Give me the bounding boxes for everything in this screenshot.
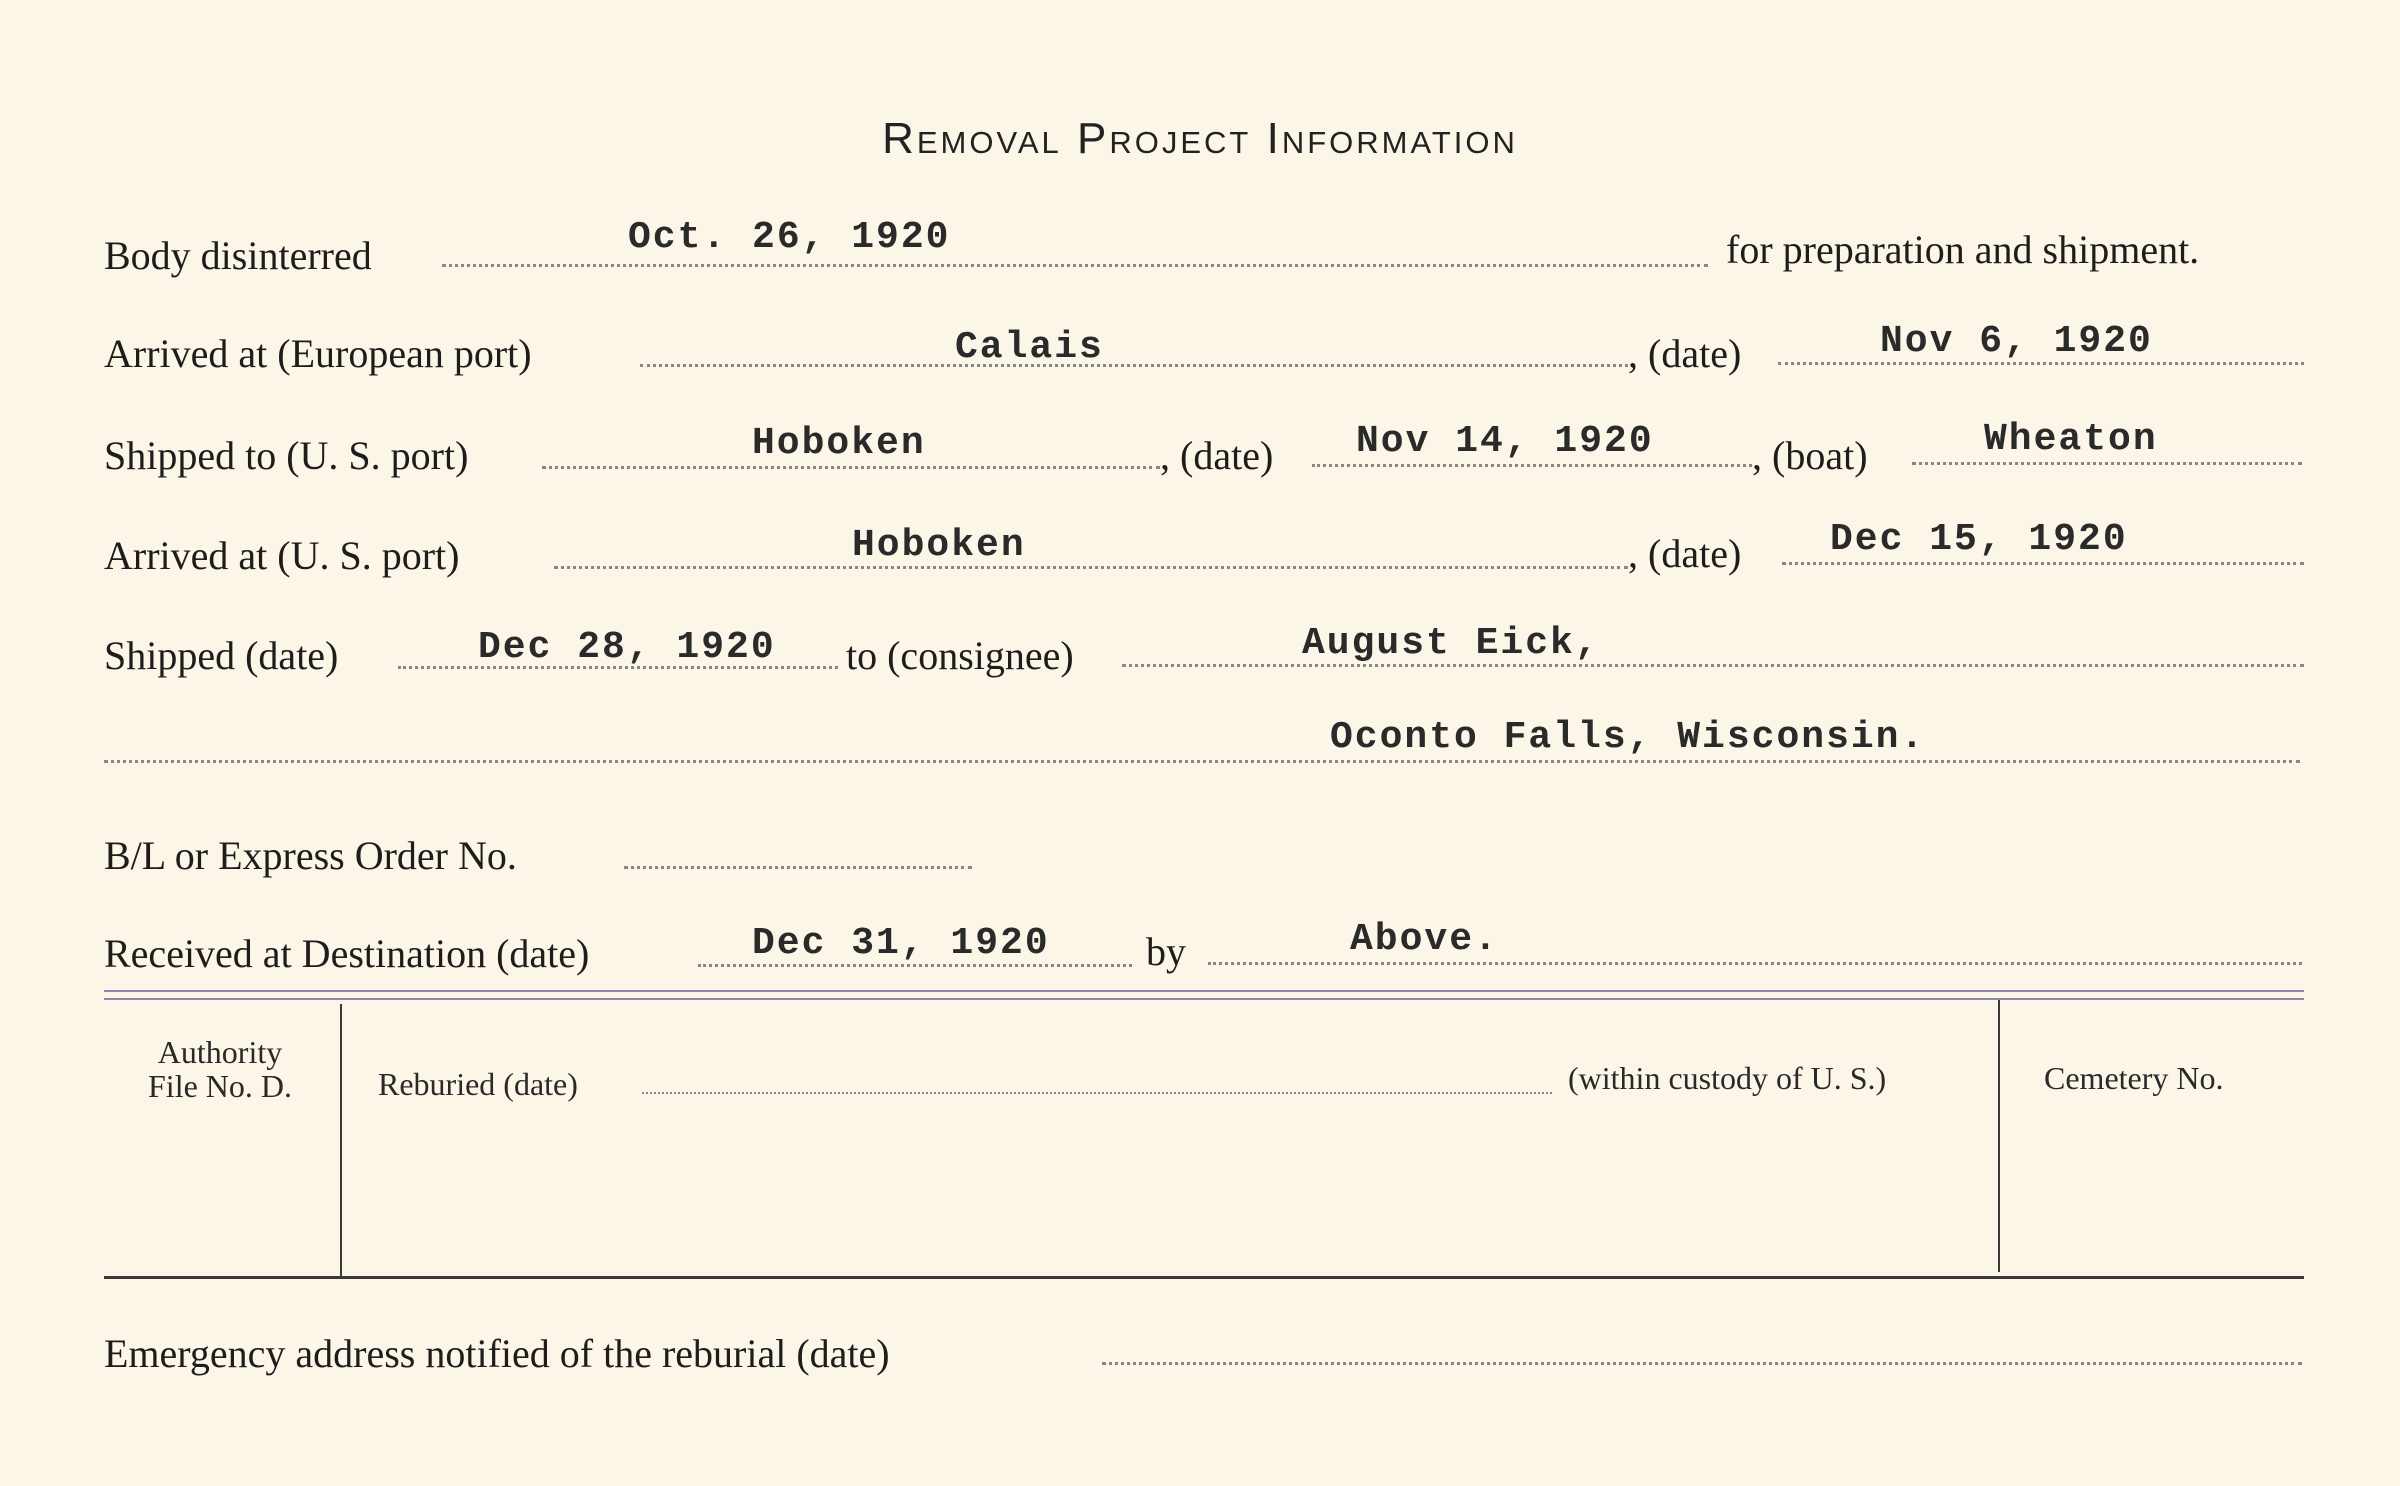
- box-divider-right: [1998, 1000, 2000, 1272]
- box-divider-left: [340, 1004, 342, 1276]
- arrived-european-value: Calais: [955, 326, 1104, 369]
- emergency-label: Emergency address notified of the reburial (date): [104, 1331, 890, 1376]
- shipped-us-date-line: [1312, 464, 1752, 467]
- arrived-us-date-value: Dec 15, 1920: [1830, 518, 2128, 561]
- shipped-us-date-label: , (date): [1160, 433, 1274, 478]
- arrived-us-value: Hoboken: [852, 524, 1026, 567]
- arrived-european-label: Arrived at (European port): [104, 331, 532, 376]
- consignee-value-2: Oconto Falls, Wisconsin.: [1330, 716, 1926, 759]
- cemetery-label: Cemetery No.: [2044, 1060, 2224, 1096]
- authority-file-label: File No. D.: [148, 1068, 292, 1104]
- received-by-label: by: [1146, 929, 1186, 974]
- shipped-date-label: Shipped (date): [104, 633, 339, 678]
- custody-label: (within custody of U. S.): [1568, 1060, 1887, 1096]
- authority-label: Authority: [157, 1034, 283, 1070]
- consignee-line-1: [1122, 664, 2304, 667]
- received-value: Dec 31, 1920: [752, 922, 1050, 965]
- bl-order-label: B/L or Express Order No.: [104, 833, 517, 878]
- shipped-us-label: Shipped to (U. S. port): [104, 433, 469, 478]
- shipped-date-value: Dec 28, 1920: [478, 626, 776, 669]
- arrived-european-date-value: Nov 6, 1920: [1880, 320, 2153, 363]
- body-disinterred-suffix: for preparation and shipment.: [1726, 227, 2200, 272]
- body-disinterred-line: [442, 264, 1708, 267]
- reburied-label: Reburied (date): [378, 1066, 578, 1102]
- shipped-us-line: [542, 466, 1160, 469]
- body-disinterred-label: Body disinterred: [104, 233, 372, 278]
- consignee-value-1: August Eick,: [1302, 622, 1600, 665]
- emergency-line: [1102, 1362, 2302, 1365]
- arrived-european-line: [640, 364, 1628, 367]
- arrived-us-date-line: [1782, 562, 2304, 565]
- shipped-us-boat-line: [1912, 462, 2302, 465]
- arrived-us-date-label: , (date): [1628, 531, 1742, 576]
- received-by-value: Above.: [1350, 918, 1499, 961]
- shipped-us-value: Hoboken: [752, 422, 926, 465]
- box-top-rule: [104, 990, 2304, 992]
- shipped-us-boat-value: Wheaton: [1984, 418, 2158, 461]
- arrived-us-line: [554, 566, 1628, 569]
- box-bottom-rule: [104, 1276, 2304, 1279]
- body-disinterred-value: Oct. 26, 1920: [628, 216, 951, 259]
- shipped-us-boat-label: , (boat): [1752, 433, 1868, 478]
- received-by-line: [1208, 962, 2302, 965]
- consignee-line-2: [104, 760, 2300, 763]
- arrived-us-label: Arrived at (U. S. port): [104, 533, 460, 578]
- arrived-european-date-label: , (date): [1628, 331, 1742, 376]
- shipped-us-date-value: Nov 14, 1920: [1356, 420, 1654, 463]
- bl-order-line: [624, 866, 972, 869]
- consignee-label: to (consignee): [846, 633, 1074, 678]
- box-top-rule-2: [104, 998, 2304, 1000]
- reburied-line: [642, 1092, 1552, 1094]
- received-label: Received at Destination (date): [104, 931, 590, 976]
- card-title: Removal Project Information: [882, 114, 1518, 163]
